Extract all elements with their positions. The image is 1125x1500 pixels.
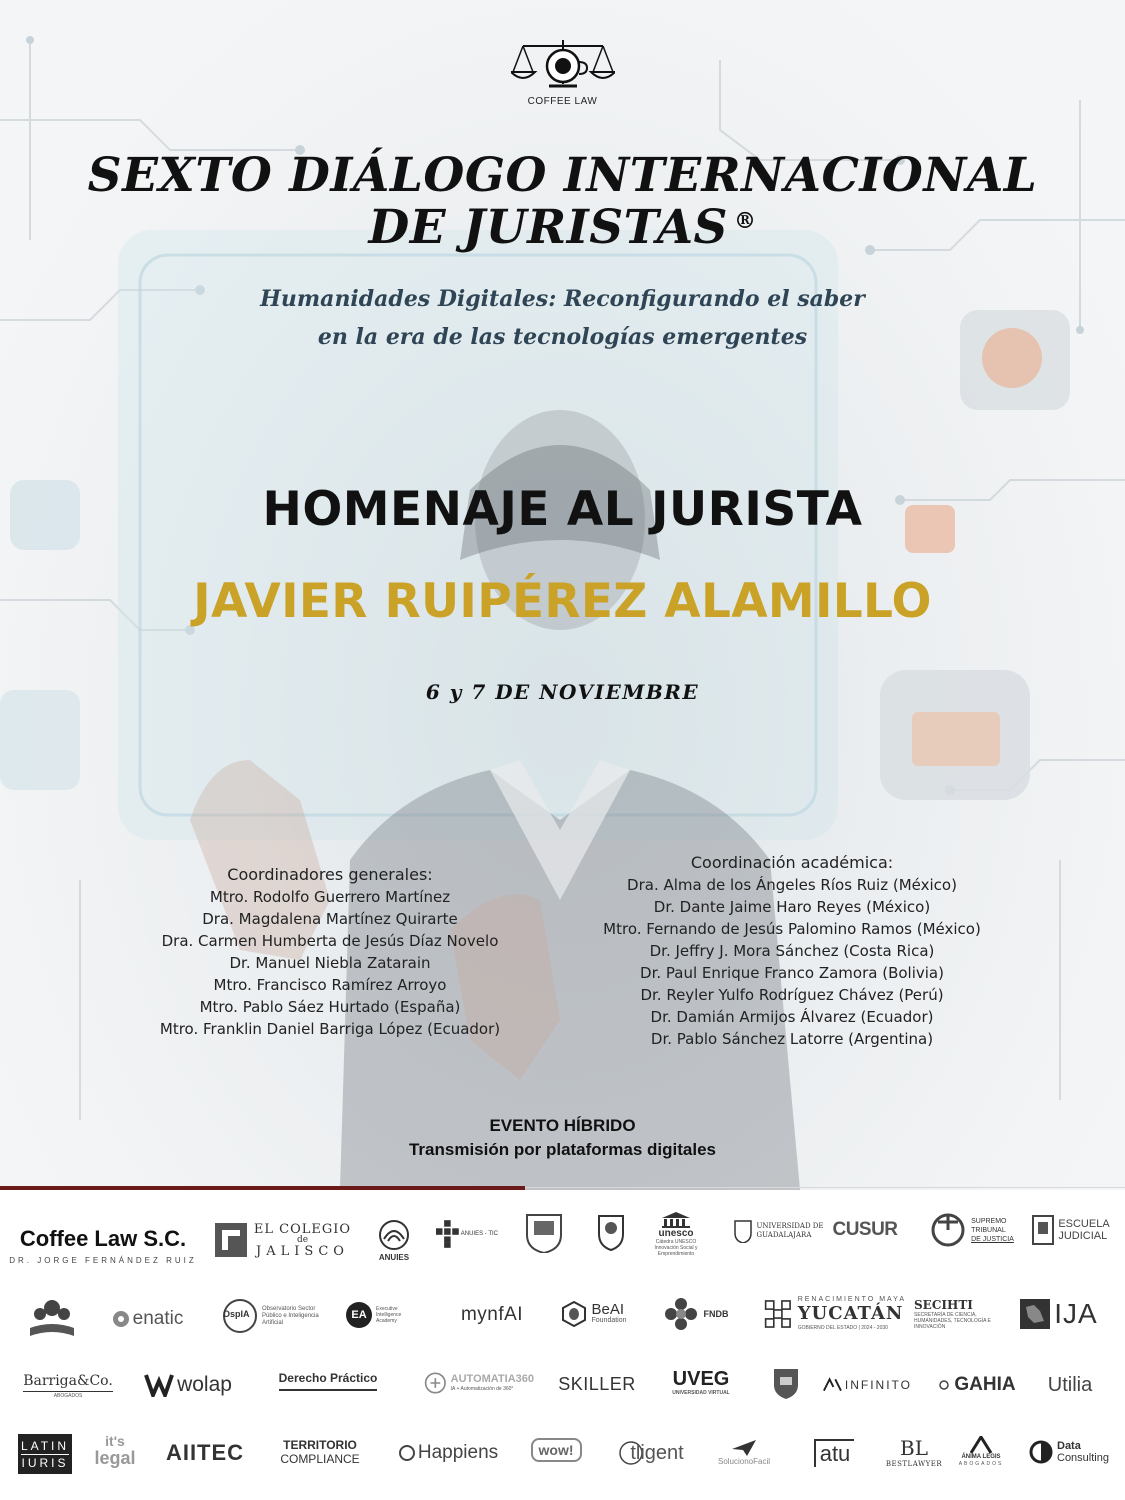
sponsor-territorio-compliance <box>272 1434 368 1470</box>
sponsor-skiller <box>558 1370 636 1398</box>
sponsor-anuies <box>374 1214 414 1266</box>
wolap-label: wolap <box>177 1373 232 1396</box>
escuela-line1: ESCUELA <box>1058 1218 1110 1230</box>
sponsor-escuela-judicial <box>1030 1210 1112 1250</box>
stj-line2: TRIBUNAL <box>971 1226 1006 1234</box>
subtitle-line1: Humanidades Digitales: Reconfigurando el saber <box>260 286 865 312</box>
sponsor-udcm-crest <box>770 1366 802 1402</box>
academic-coordinator-name: Dra. Alma de los Ángeles Ríos Ruiz (México) <box>627 876 957 894</box>
paper-plane-icon <box>731 1439 757 1457</box>
logo-caption: COFFEE LAW <box>527 96 598 107</box>
event-title-line1: SEXTO DIÁLOGO INTERNACIONAL <box>87 148 1038 203</box>
itslegal-line1: it's <box>105 1432 125 1449</box>
stj-emblem-icon <box>930 1212 966 1248</box>
event-mode: Transmisión por plataformas digitales <box>408 1140 717 1159</box>
event-title-text: DE JURISTAS <box>368 200 728 255</box>
automatia-sub: IA + Automatización de 360° <box>450 1386 514 1392</box>
anuies-icon <box>378 1219 410 1251</box>
unesco-temple-icon <box>661 1212 691 1228</box>
uveg-label: UVEG <box>672 1368 730 1390</box>
shield-crest-icon <box>772 1367 800 1401</box>
event-date: 6 y 7 DE NOVIEMBRE <box>425 680 700 704</box>
sponsor-barriga <box>20 1368 116 1404</box>
barriga-sub: ABOGADOS <box>53 1392 83 1399</box>
sponsor-unam <box>524 1210 564 1254</box>
udg-line2: GUADALAJARA <box>756 1231 812 1239</box>
territorio-line1: TERRITORIO <box>283 1438 357 1452</box>
academic-coordinator-name: Dr. Damián Armijos Álvarez (Ecuador) <box>650 1008 934 1026</box>
divider-line-light <box>525 1187 1125 1188</box>
homage-label: HOMENAJE AL JURISTA <box>262 482 863 537</box>
stj-text <box>971 1217 1014 1244</box>
atu-label: atu <box>814 1439 855 1467</box>
ija-label: IJA <box>1054 1298 1098 1329</box>
academic-coordinator-name: Dr. Paul Enrique Franco Zamora (Bolivia) <box>640 964 944 982</box>
yucatan-top: RENACIMIENTO MAYA <box>797 1296 906 1303</box>
registered-mark: ® <box>733 208 757 234</box>
event-title-line2 <box>0 200 1125 255</box>
executive-sub: Executive Intelligence Academy <box>376 1306 402 1324</box>
udg-line1: UNIVERSIDAD DE <box>756 1222 824 1230</box>
unam-crest-icon <box>525 1211 563 1253</box>
cusur-label: CUSUR <box>832 1219 898 1240</box>
territorio-line2: COMPLIANCE <box>280 1452 360 1466</box>
sponsor-unesco <box>650 1208 702 1260</box>
data-consulting-icon <box>1029 1440 1053 1464</box>
academic-coordinator-name: Dr. Jeffry J. Mora Sánchez (Costa Rica) <box>649 942 935 960</box>
escuela-text <box>1058 1218 1109 1242</box>
shield-crest-icon <box>597 1212 625 1252</box>
sponsor-tligent <box>610 1438 692 1468</box>
academic-coordination <box>580 852 1004 1050</box>
latin-line1: LATIN <box>20 1438 70 1453</box>
event-type: EVENTO HÍBRIDO <box>489 1116 636 1135</box>
latin-line2: IURIS <box>21 1455 69 1470</box>
fndb-hex-icon <box>664 1297 698 1331</box>
coffee-law-logo <box>505 36 620 107</box>
automatia-label: AUTOMATIA360 <box>450 1373 534 1385</box>
colegio-line1: EL COLEGIO <box>253 1221 352 1237</box>
sponsor-latin-iuris <box>18 1434 72 1474</box>
yucatan-sub: GOBIERNO DEL ESTADO | 2024 - 2030 <box>797 1325 888 1331</box>
sponsor-soluciono-facil <box>706 1434 782 1470</box>
gahia-sparkle-icon <box>938 1379 950 1391</box>
coordinator-name: Mtro. Franklin Daniel Barriga López (Ecuador) <box>159 1020 501 1038</box>
executive-label: EA <box>351 1309 367 1321</box>
honoree-name: JAVIER RUIPÉREZ ALAMILLO <box>193 574 932 629</box>
sponsor-colegio-jalisco <box>210 1218 355 1262</box>
sponsor-atu <box>806 1436 862 1470</box>
beai-sub: Foundation <box>591 1317 627 1324</box>
happiens-label: Happiens <box>417 1442 499 1463</box>
sponsor-secihti <box>914 1292 996 1336</box>
sponsor-logos <box>0 1190 1125 1500</box>
infinito-icon <box>822 1377 843 1393</box>
academic-coordinator-name: Dr. Reyler Yulfo Rodríguez Chávez (Perú) <box>640 986 944 1004</box>
sponsor-fndb <box>650 1296 742 1332</box>
sponsor-yucatan <box>764 1292 906 1336</box>
sponsor-coffee-law <box>9 1220 197 1270</box>
sponsor-anuies-tic <box>436 1214 498 1254</box>
sponsor-enatic <box>106 1304 188 1334</box>
sponsor-mynfai <box>452 1300 532 1330</box>
colegio-line3: JALISCO <box>256 1243 349 1259</box>
academic-coordination-heading: Coordinación académica: <box>690 853 894 872</box>
sponsor-executive-academy <box>346 1300 416 1330</box>
yucatan-label: YUCATÁN <box>797 1303 904 1324</box>
itslegal-line2: legal <box>94 1447 136 1468</box>
anima-legis-a-icon <box>970 1436 992 1454</box>
yucatan-text <box>798 1296 906 1332</box>
sponsor-derechos-digitales <box>24 1296 80 1344</box>
stj-line1: SUPREMO <box>971 1217 1007 1225</box>
sponsor-beai <box>558 1298 630 1330</box>
sponsor-cusur <box>834 1216 896 1244</box>
sponsor-bestlawyer <box>884 1430 944 1474</box>
colegio-line2: de <box>296 1234 309 1245</box>
coordinator-name: Dra. Carmen Humberta de Jesús Díaz Novelo <box>161 932 499 950</box>
sponsor-udg <box>734 1216 824 1246</box>
coordinator-name: Mtro. Francisco Ramírez Arroyo <box>213 976 447 994</box>
sponsor-infinito <box>822 1372 912 1398</box>
utilia-label: Utilia <box>1047 1373 1093 1396</box>
data-line2: Consulting <box>1057 1452 1109 1464</box>
solucion-label: SolucionoFacil <box>717 1456 771 1466</box>
anuies-label: ANUIES <box>378 1252 410 1262</box>
automatia-text <box>451 1373 534 1393</box>
udg-crest-icon <box>734 1219 752 1243</box>
anuies-tic-label: ANUIES - TIC <box>460 1231 498 1237</box>
gahia-label: GAHIA <box>954 1374 1016 1395</box>
anima-sub: ABOGADOS <box>958 1461 1004 1467</box>
academic-coordinator-name: Dr. Pablo Sánchez Latorre (Argentina) <box>650 1030 934 1048</box>
udg-text <box>756 1222 823 1240</box>
academic-coordinator-name: Dr. Dante Jaime Haro Reyes (México) <box>653 898 931 916</box>
sponsor-wolap <box>138 1370 238 1400</box>
wow-label: wow! <box>531 1438 582 1462</box>
ija-map-icon <box>1020 1299 1050 1329</box>
aiitec-label: AIITEC <box>165 1440 245 1465</box>
happiens-face-icon <box>398 1444 416 1462</box>
enatic-label: enatic <box>132 1308 184 1329</box>
tligent-label: tligent <box>630 1441 684 1464</box>
general-coordinators <box>140 864 520 1040</box>
escuela-line2: JUDICIAL <box>1058 1230 1108 1242</box>
secihti-sub: SECRETARÍA DE CIENCIA, HUMANIDADES, TECNOLOGÍA E INNOVACIÓN <box>914 1312 991 1330</box>
sponsor-ospia <box>220 1296 330 1336</box>
secihti-label: SECIHTI <box>914 1298 973 1312</box>
sponsor-wow <box>526 1432 586 1468</box>
coordinator-name: Dr. Manuel Niebla Zatarain <box>229 954 431 972</box>
unesco-sub: Cátedra UNESCO Innovación Social y Emprendimiento <box>654 1238 698 1257</box>
infinito-label: INFINITO <box>844 1378 912 1392</box>
enatic-icon <box>111 1309 131 1329</box>
sponsor-utilia <box>1038 1370 1102 1400</box>
sponsor-its-legal <box>88 1430 142 1470</box>
maya-pattern-icon <box>764 1296 792 1332</box>
uveg-sub: UNIVERSIDAD VIRTUAL <box>672 1390 730 1396</box>
colegio-text <box>253 1221 352 1259</box>
automatia-circuit-icon <box>424 1369 447 1397</box>
subtitle-line2: en la era de las tecnologías emergentes <box>317 324 808 350</box>
sponsor-gahia <box>930 1370 1024 1400</box>
unesco-label: unesco <box>658 1227 694 1239</box>
escuela-judicial-icon <box>1032 1215 1054 1245</box>
beai-bee-icon <box>561 1301 587 1327</box>
sponsor-coffee-law-name: Coffee Law S.C. <box>19 1225 187 1251</box>
general-coordinators-heading: Coordinadores generales: <box>227 865 433 884</box>
scales-of-justice-coffee-icon <box>511 36 615 92</box>
beai-text <box>591 1303 626 1325</box>
sponsor-udg-crest <box>596 1210 626 1254</box>
bestlawyer-mark: BL <box>900 1436 928 1460</box>
academic-coordinator-name: Mtro. Fernando de Jesús Palomino Ramos (México) <box>603 920 981 938</box>
data-consulting-text <box>1057 1440 1109 1464</box>
mynfai-label: mynfAI <box>460 1304 524 1325</box>
open-book-tree-icon <box>26 1298 78 1342</box>
sponsor-uveg <box>664 1366 738 1400</box>
coordinator-name: Dra. Magdalena Martínez Quirarte <box>202 910 458 928</box>
sponsor-coffee-law-sub: DR. JORGE FERNÁNDEZ RUIZ <box>9 1255 197 1265</box>
barriga-label: Barriga&Co. <box>23 1373 113 1392</box>
sponsor-automatia360 <box>424 1366 534 1400</box>
fndb-label: FNDB <box>703 1309 729 1319</box>
event-format <box>0 1115 1125 1163</box>
bestlawyer-label: BESTLAWYER <box>885 1460 943 1468</box>
derecho-label: Derecho Práctico <box>279 1371 378 1391</box>
data-line1: Data <box>1057 1440 1081 1452</box>
stj-line3: DE JUSTICIA <box>971 1235 1014 1243</box>
wolap-w-icon <box>144 1373 174 1397</box>
sponsor-happiens <box>388 1438 508 1468</box>
ospia-label: OspIA <box>223 1309 250 1319</box>
beai-label: BeAI <box>591 1301 625 1318</box>
sponsor-ija <box>1014 1296 1104 1332</box>
sponsor-aiitec <box>162 1438 248 1468</box>
sponsor-derecho-practico <box>268 1364 388 1398</box>
colegio-jalisco-icon <box>214 1222 248 1258</box>
coordinator-name: Mtro. Rodolfo Guerrero Martínez <box>209 888 451 906</box>
sponsor-anima-legis <box>956 1430 1006 1474</box>
ospia-sub: Observatorio Sector Público e Inteligencia Artificial <box>262 1305 319 1326</box>
sponsor-stj <box>926 1210 1018 1250</box>
executive-badge <box>346 1302 372 1328</box>
coordinator-name: Mtro. Pablo Sáez Hurtado (España) <box>199 998 461 1016</box>
anima-label: ÁNIMA LEGIS <box>961 1454 1001 1460</box>
anuies-tic-icon <box>436 1217 459 1251</box>
skiller-label: SKILLER <box>558 1373 636 1394</box>
sponsor-data-consulting <box>1026 1436 1112 1468</box>
